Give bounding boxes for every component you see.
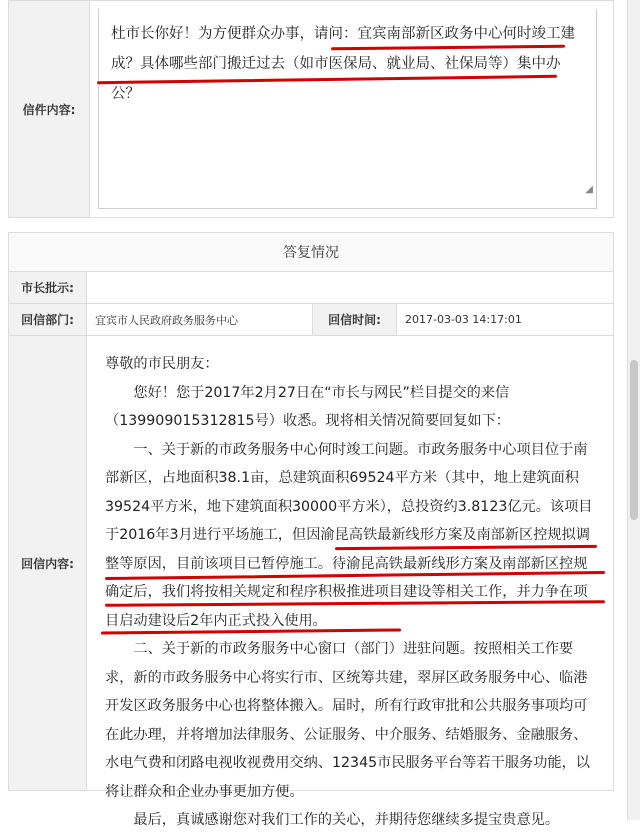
reply-paragraph: 最后，真诚感谢您对我们工作的关心，并期待您继续多提宝贵意见。: [133, 812, 560, 828]
reply-time-value: 2017-03-03 14:17:01: [397, 304, 614, 336]
reply-content: [105, 350, 595, 828]
highlight-underline: [97, 75, 557, 84]
reply-time-label: 回信时间:: [313, 304, 397, 336]
reply-section-title: 答复情况: [9, 233, 614, 272]
reply-dept-label: 回信部门:: [9, 304, 87, 336]
reply-paragraph: 二、关于新的市政务服务中心窗口（部门）进驻问题。按照相关工作要求，新的市政务服务中心将实行市、区统筹共建，翠屏区政务服务中心、临港开发区政务服务中心也将整体搬入。届时，所有行政审批和公共服务事项均可在此办理，并将增加法律服务、公证服务、中介服务、结婚服务、金融服务、水电气费和闭路电视收视费用交纳、12345市民服务平台等若干服务功能，以将让群众和企业办事更加方便。: [105, 641, 590, 800]
letter-content-label: 信件内容:: [9, 1, 90, 218]
mayor-comment-value: [87, 272, 614, 304]
reply-content-label: 回信内容:: [9, 336, 87, 791]
reply-table: [8, 232, 614, 828]
page-scrollbar[interactable]: [627, 0, 640, 820]
reply-paragraph: 尊敬的市民朋友：: [105, 356, 219, 372]
scrollbar-thumb[interactable]: [630, 360, 638, 520]
resize-handle-icon[interactable]: ◢: [585, 184, 593, 195]
highlight-underline: [331, 45, 565, 50]
mayor-comment-label: 市长批示:: [9, 272, 87, 304]
letter-table: [8, 0, 614, 218]
letter-frame: [8, 0, 614, 828]
letter-content-text: 杜市长你好！为方便群众办事，请问：宜宾南部新区政务中心何时竣工建成？具体哪些部门搬迁过去（如市医保局、就业局、社保局等）集中办公？: [111, 26, 575, 102]
reply-paragraph: 一、关于新的市政务服务中心何时竣工问题。市政务服务中心项目位于南部新区，占地面积38.1亩，总建筑面积69524平方米（其中，地上建筑面积39524平方米，地下建筑面积30000平方米），总投资约3.8123亿元。该项目于2016年3月进行平场施工，但因渝昆高铁最新线形方案及南部新区控规拟调整等原因，目前该项目已暂停施工。待渝昆高铁最新线形方案及南部新区控规确定后，我们将按相关规定和程序积极推进项目建设等相关工作，并力争在项目启动建设后2年内正式投入使用。: [105, 441, 593, 629]
reply-dept-value: 宜宾市人民政府政务服务中心: [87, 304, 313, 336]
letter-content-textarea[interactable]: [98, 9, 597, 209]
reply-paragraph: 您好！您于2017年2月27日在“市长与网民”栏目提交的来信（13990901531281​5号）收悉。现将相关情况简要回复如下：: [105, 384, 510, 429]
